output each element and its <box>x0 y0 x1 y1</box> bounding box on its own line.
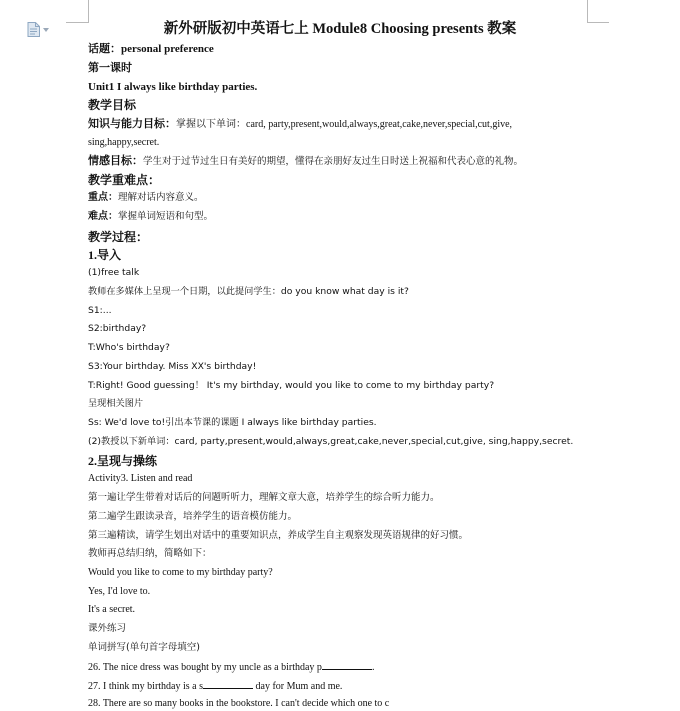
answer-blank[interactable] <box>322 660 372 670</box>
unit-heading: Unit1 I always like birthday parties. <box>88 81 258 93</box>
topic-value: personal preference <box>121 43 214 55</box>
knowledge-text: 掌握以下单词：card, party,present,would,always,great,cake,never,special,cut,give, sing,happy,secret. <box>88 119 513 148</box>
dialog-line: It's a secret. <box>88 604 136 615</box>
activity-line: Activity3. Listen and read <box>88 473 193 484</box>
dialog-line: Yes, I'd love to. <box>88 586 151 597</box>
s1-line: S1:... <box>88 305 112 316</box>
key-label: 重点： <box>88 192 118 203</box>
keypoints-heading: 教学重难点： <box>88 173 161 187</box>
question-27 <box>88 679 342 694</box>
answer-blank[interactable] <box>203 679 253 689</box>
q26-end: . <box>371 662 375 673</box>
q26-text: 26. The nice dress was bought by my uncle as a birthday p <box>88 662 322 673</box>
emotion-text: 学生对于过节过生日有美好的期望，懂得在亲朋好友过生日时送上祝福和代表心意的礼物。 <box>143 156 524 167</box>
s2-line: 教师再总结归纳，简略如下： <box>88 548 212 559</box>
topic-line <box>88 42 214 57</box>
s1-line: S2:birthday? <box>88 323 147 334</box>
section-practice-heading: 2.呈现与操练 <box>88 454 158 468</box>
key-point <box>88 191 204 205</box>
difficulty-text: 掌握单词短语和句型。 <box>118 211 214 222</box>
page-title: 新外研版初中英语七上 Module8 Choosing presents 教案 <box>163 21 517 37</box>
s1-line: S3:Your birthday. Miss XX's birthday! <box>88 361 257 372</box>
dialog-line: Would you like to come to my birthday party? <box>88 567 273 578</box>
emotion-label: 情感目标： <box>88 155 143 167</box>
s2-line: 第二遍学生跟读录音，培养学生的语音模仿能力。 <box>88 511 298 522</box>
knowledge-objective <box>88 116 558 152</box>
s1-line: 教师在多媒体上呈现一个日期，以此提问学生：do you know what day is it? <box>88 286 409 297</box>
s2-line: 第三遍精读，请学生划出对话中的重要知识点，养成学生自主观察发现英语规律的好习惯。 <box>88 530 469 541</box>
difficulty-label: 难点： <box>88 211 118 222</box>
question-26 <box>88 660 374 675</box>
s1-line: Ss: We'd love to!引出本节课的课题 I always like birthday parties. <box>88 417 377 428</box>
s1-line: T:Who's birthday? <box>88 342 170 353</box>
emotion-objective <box>88 154 523 169</box>
s1-line: (1)free talk <box>88 267 140 278</box>
topic-label: 话题： <box>88 43 121 55</box>
question-28: 28. There are so many books in the bookstore. I can't decide which one to c <box>88 698 390 709</box>
s1-line: (2)教授以下新单词：card, party,present,would,always,great,cake,never,special,cut,give, sing,happy,secret. <box>88 436 574 447</box>
s1-line: 呈现相关图片 <box>88 398 144 409</box>
objectives-heading: 教学目标 <box>88 98 137 112</box>
section-intro-heading: 1.导入 <box>88 248 122 262</box>
knowledge-label: 知识与能力目标： <box>88 118 176 130</box>
key-text: 理解对话内容意义。 <box>118 192 204 203</box>
s1-line: T:Right! Good guessing！ It's my birthday, would you like to come to my birthday party? <box>88 380 495 391</box>
difficulty-point <box>88 210 213 224</box>
q27-end: day for Mum and me. <box>253 681 343 692</box>
s2-line: 第一遍让学生带着对话后的问题听听力，理解文章大意，培养学生的综合听力能力。 <box>88 492 440 503</box>
lesson-heading: 第一课时 <box>88 62 132 74</box>
spelling-instructions: 单词拼写(单句首字母填空) <box>88 642 200 653</box>
process-heading: 教学过程： <box>88 230 149 244</box>
homework-heading: 课外练习 <box>88 623 127 634</box>
q27-text: 27. I think my birthday is a s <box>88 681 203 692</box>
